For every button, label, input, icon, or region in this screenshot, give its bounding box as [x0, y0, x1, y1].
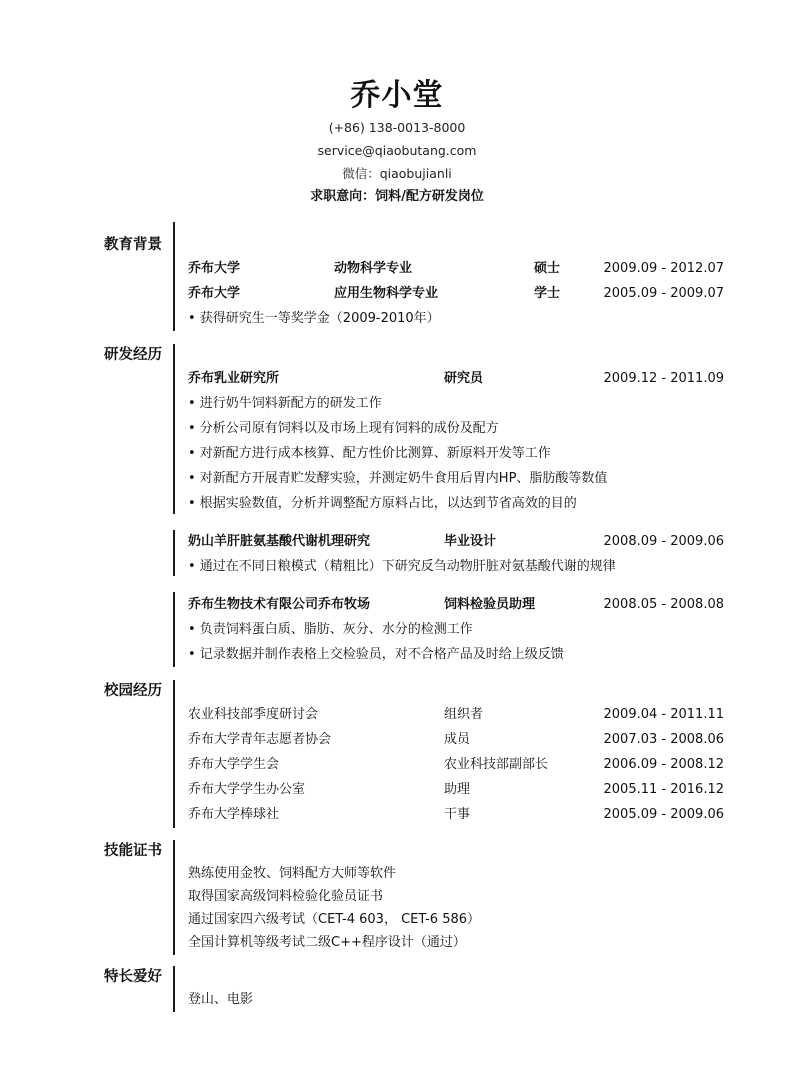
- campus-date: 2009.04 - 2011.11: [603, 707, 724, 722]
- education-bullet: • 获得研究生一等奖学金（2009-2010年）: [188, 311, 440, 326]
- education-date: 2009.09 - 2012.07: [603, 261, 724, 276]
- skill-item: 熟练使用金牧、饲料配方大师等软件: [188, 866, 397, 881]
- job-objective: 求职意向：饲料/配方研发岗位: [310, 189, 484, 204]
- research-org: 奶山羊肝脏氨基酸代谢机理研究: [188, 534, 371, 549]
- section-title-campus: 校园经历: [104, 683, 162, 699]
- campus-entry: [188, 704, 724, 726]
- section-title-skills: 技能证书: [104, 843, 162, 859]
- research-bullet: • 记录数据并制作表格上交检验员，对不合格产品及时给上级反馈: [188, 647, 564, 662]
- section-divider-research: [173, 344, 175, 514]
- research-org: 乔布生物技术有限公司乔布牧场: [188, 597, 371, 612]
- research-entry: [188, 594, 724, 616]
- section-divider-hobbies: [173, 966, 175, 1012]
- education-degree: 学士: [534, 286, 561, 301]
- resume-header: [0, 76, 794, 208]
- research-bullet: • 分析公司原有饲料以及市场上现有饲料的成份及配方: [188, 421, 499, 436]
- campus-org: 乔布大学学生办公室: [188, 782, 306, 797]
- education-entry: [188, 283, 724, 305]
- wechat-id: 微信：qiaobujianli: [342, 166, 452, 181]
- section-title-research: 研发经历: [104, 347, 162, 363]
- section-divider-research-3: [173, 592, 175, 667]
- research-role: 饲料检验员助理: [444, 597, 536, 612]
- education-entry: [188, 258, 724, 280]
- campus-entry: [188, 754, 724, 776]
- research-entry: [188, 368, 724, 390]
- campus-date: 2005.09 - 2009.06: [603, 807, 724, 822]
- campus-date: 2006.09 - 2008.12: [603, 757, 724, 772]
- campus-date: 2005.11 - 2016.12: [603, 782, 724, 797]
- hobby-item: 登山、电影: [188, 992, 254, 1007]
- section-title-hobbies: 特长爱好: [104, 969, 162, 985]
- education-school: 乔布大学: [188, 261, 241, 276]
- research-bullet: • 进行奶牛饲料新配方的研发工作: [188, 396, 382, 411]
- campus-role: 成员: [444, 732, 471, 747]
- candidate-name: 乔小堂: [350, 78, 444, 113]
- research-date: 2009.12 - 2011.09: [603, 371, 724, 386]
- skill-item: 全国计算机等级考试二级C++程序设计（通过）: [188, 935, 466, 950]
- research-bullet: • 对新配方开展青贮发酵实验，并测定奶牛食用后胃内HP、脂肪酸等数值: [188, 471, 608, 486]
- research-bullet: • 负责饲料蛋白质、脂肪、灰分、水分的检测工作: [188, 622, 473, 637]
- education-school: 乔布大学: [188, 286, 241, 301]
- campus-role: 助理: [444, 782, 471, 797]
- research-bullet: • 对新配方进行成本核算、配方性价比测算、新原料开发等工作: [188, 446, 551, 461]
- research-date: 2008.09 - 2009.06: [603, 534, 724, 549]
- email-address: service@qiaobutang.com: [317, 143, 477, 158]
- campus-org: 乔布大学青年志愿者协会: [188, 732, 332, 747]
- section-divider-education: [173, 222, 175, 331]
- research-entry: [188, 531, 724, 553]
- section-divider-campus: [173, 680, 175, 828]
- campus-entry: [188, 729, 724, 751]
- campus-org: 乔布大学学生会: [188, 757, 280, 772]
- education-degree: 硕士: [534, 261, 561, 276]
- research-org: 乔布乳业研究所: [188, 371, 280, 386]
- section-divider-skills: [173, 840, 175, 955]
- campus-role: 干事: [444, 807, 471, 822]
- section-title-education: 教育背景: [104, 237, 162, 253]
- skill-item: 通过国家四六级考试（CET-4 603， CET-6 586）: [188, 912, 481, 927]
- research-date: 2008.05 - 2008.08: [603, 597, 724, 612]
- campus-org: 农业科技部季度研讨会: [188, 707, 319, 722]
- phone-number: (+86) 138-0013-8000: [328, 120, 466, 135]
- research-role: 毕业设计: [444, 534, 497, 549]
- campus-entry: [188, 779, 724, 801]
- campus-date: 2007.03 - 2008.06: [603, 732, 724, 747]
- research-bullet: • 通过在不同日粮模式（精粗比）下研究反刍动物肝脏对氨基酸代谢的规律: [188, 559, 616, 574]
- campus-role: 组织者: [444, 707, 484, 722]
- research-bullet: • 根据实验数值，分析并调整配方原料占比，以达到节省高效的目的: [188, 496, 577, 511]
- education-date: 2005.09 - 2009.07: [603, 286, 724, 301]
- campus-role: 农业科技部副部长: [444, 757, 549, 772]
- campus-entry: [188, 804, 724, 826]
- campus-org: 乔布大学棒球社: [188, 807, 280, 822]
- education-major: 应用生物科学专业: [334, 286, 439, 301]
- skill-item: 取得国家高级饲料检验化验员证书: [188, 889, 384, 904]
- research-role: 研究员: [444, 371, 484, 386]
- education-major: 动物科学专业: [334, 261, 413, 276]
- section-divider-research-2: [173, 530, 175, 576]
